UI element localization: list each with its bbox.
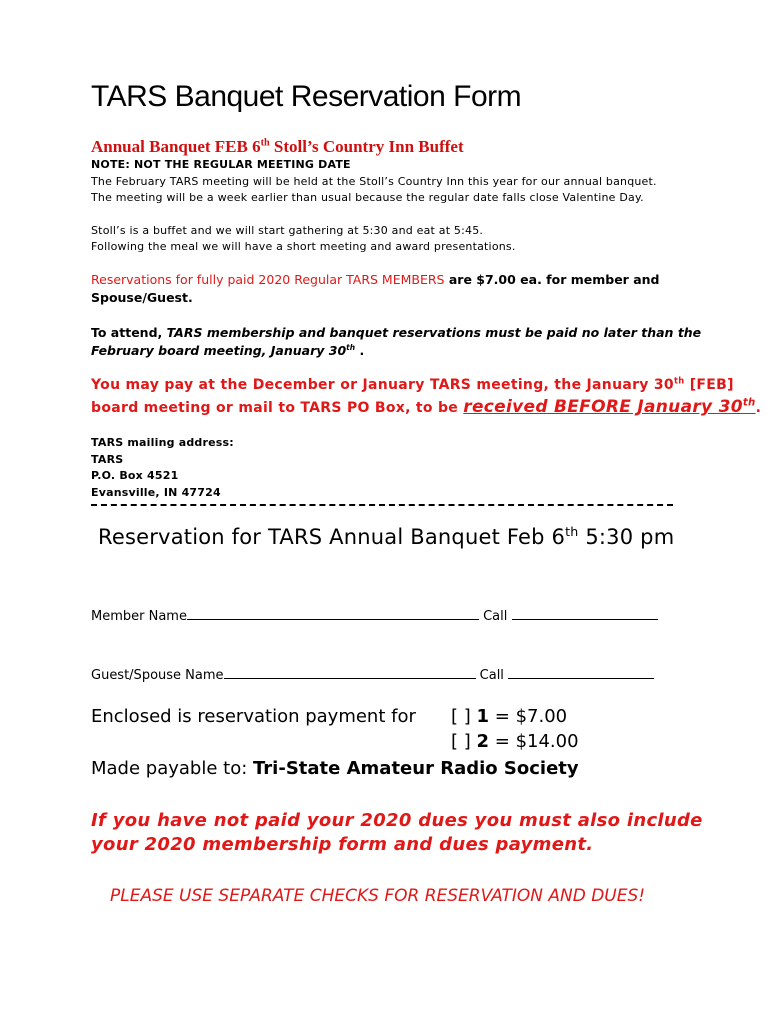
note-line-2: The meeting will be a week earlier than usual because the regular date falls close Valentine Day. [91,191,644,204]
member-name-field[interactable] [187,607,479,620]
deadline-sup: th [346,342,356,352]
checks-notice: PLEASE USE SEPARATE CHECKS FOR RESERVATION AND DUES! [110,886,646,906]
payment-feb: [FEB] [684,377,734,393]
address-name: TARS [91,453,124,466]
member-call-field[interactable] [512,607,658,620]
cut-line-divider [91,504,673,506]
option-two [451,731,579,752]
page-title: TARS Banquet Reservation Form [91,80,522,113]
option-two-checkbox[interactable]: [ ] [451,731,471,752]
payment-deadline-text: received BEFORE January 30 [463,397,743,417]
deadline-line-2 [91,343,364,358]
deadline-prefix: To attend, [91,325,167,340]
deadline-suffix: . [355,343,365,358]
payable-label: Made payable to: [91,758,253,779]
payment-line-1 [91,377,734,393]
deadline-line-1 [91,325,701,340]
pricing-line-1 [91,272,659,287]
dues-notice-line-1: If you have not paid your 2020 dues you must also include [91,810,703,831]
option-one-checkbox[interactable]: [ ] [451,706,471,727]
enclosed-label: Enclosed is reservation payment for [91,706,416,727]
address-label: TARS mailing address: [91,436,234,449]
deadline-italic-1: TARS membership and banquet reservations must be paid no later than the [166,325,702,340]
schedule-line-1: Stoll’s is a buffet and we will start gathering at 5:30 and eat at 5:45. [91,224,484,237]
note-line-1: The February TARS meeting will be held at the Stoll’s Country Inn this year for our annual banquet. [91,175,657,188]
option-two-qty: 2 [476,731,490,752]
address-city: Evansville, IN 47724 [91,486,221,499]
address-box: P.O. Box 4521 [91,469,179,482]
subtitle-rest: Stoll’s Country Inn Buffet [269,137,464,156]
payment-line-2 [91,397,761,417]
payment-deadline [463,397,755,417]
reservation-heading-time: 5:30 pm [578,525,675,549]
guest-name-row [91,666,654,683]
reservation-heading-text: Reservation for TARS Annual Banquet Feb 6 [98,525,566,549]
reservation-heading [98,525,674,549]
schedule-line-2: Following the meal we will have a short meeting and award presentations. [91,240,516,253]
member-name-label: Member Name [91,609,187,624]
pricing-line-2: Spouse/Guest. [91,290,193,305]
payable-row [91,758,579,779]
payment-sup-2: th [742,397,756,409]
subtitle-sup: th [260,137,270,149]
guest-call-label: Call [479,668,504,683]
option-one [451,706,567,727]
subtitle-main: Annual Banquet FEB 6 [91,137,261,156]
option-one-price: = $7.00 [489,706,568,727]
payment-text-2: board meeting or mail to TARS PO Box, to be [91,400,464,416]
option-one-qty: 1 [476,706,490,727]
guest-name-label: Guest/Spouse Name [91,668,224,683]
option-two-price: = $14.00 [489,731,579,752]
dues-notice-line-2: your 2020 membership form and dues payment. [91,834,594,855]
pricing-red: Reservations for fully paid 2020 Regular TARS MEMBERS [91,272,445,287]
reservation-heading-sup: th [565,524,579,539]
guest-name-field[interactable] [224,666,476,679]
deadline-italic-2: February board meeting, January 30 [91,343,347,358]
member-call-label: Call [483,609,508,624]
member-name-row [91,607,658,624]
note-heading: NOTE: NOT THE REGULAR MEETING DATE [91,158,351,171]
pricing-black: are $7.00 ea. for member and [444,272,660,287]
payment-text-1: You may pay at the December or January TARS meeting, the January 30 [91,377,674,393]
subtitle [91,137,464,157]
payment-end: . [755,400,762,416]
payment-sup-1: th [673,375,685,386]
payable-name: Tri-State Amateur Radio Society [253,758,579,779]
guest-call-field[interactable] [508,666,654,679]
